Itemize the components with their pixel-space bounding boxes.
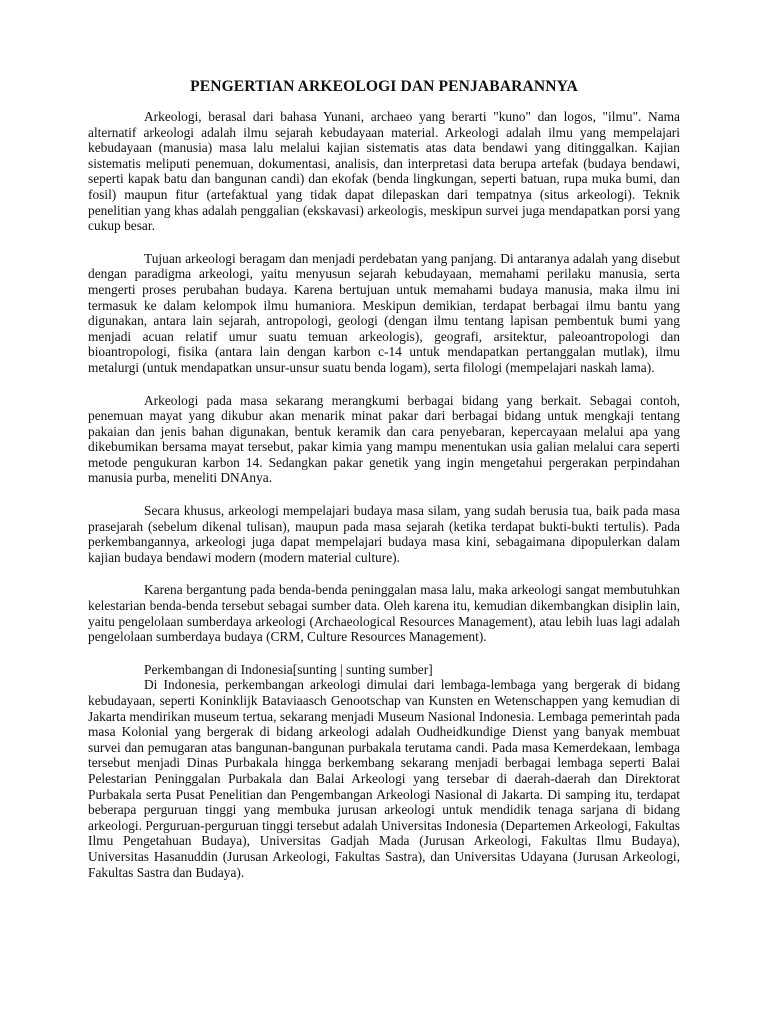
paragraph-goals: Tujuan arkeologi beragam dan menjadi perdebatan yang panjang. Di antaranya adalah yang disebut dengan paradigma arkeologi, yaitu menyusun sejarah kebudayaan, memahami perilaku manusia, serta mengerti proses perubahan budaya. Karena bertujuan untuk memahami budaya manusia, maka ilmu ini termasuk ke dalam kelompok ilmu humaniora. Meskipun demikian, terdapat berbagai ilmu bantu yang digunakan, antara lain sejarah, antropologi, geologi (dengan ilmu tentang lapisan pembentuk bumi yang menjadi acuan relatif umur suatu temuan arkeologis), geografi, arsitektur, paleoantropologi dan bioantropologi, fisika (antara lain dengan karbon c-14 untuk mendapatkan pertanggalan mutlak), ilmu metalurgi (untuk mendapatkan unsur-unsur suatu benda logam), serta filologi (mempelajari naskah lama).	[88, 250, 680, 375]
document-title: PENGERTIAN ARKEOLOGI DAN PENJABARANNYA	[190, 78, 578, 95]
paragraph-definition: Arkeologi, berasal dari bahasa Yunani, archaeo yang berarti "kuno" dan logos, "ilmu". Nama alternatif arkeologi adalah ilmu sejarah kebudayaan material. Arkeologi adalah ilmu yang mempelajari kebudayaan (manusia) masa lalu melalui kajian sistematis atas data bendawi yang ditinggalkan. Kajian sistematis meliputi penemuan, dokumentasi, analisis, dan interpretasi data berupa artefak (budaya bendawi, seperti kapak batu dan bangunan candi) dan ekofak (benda lingkungan, seperti batuan, rupa muka bumi, dan fosil) maupun fitur (artefaktual yang tidak dapat dilepaskan dari tempatnya (situs arkeologi). Teknik penelitian yang khas adalah penggalian (ekskavasi) arkeologis, meskipun survei juga mendapatkan porsi yang cukup besar.	[88, 109, 680, 234]
section-heading-indonesia: Perkembangan di Indonesia[sunting | sunting sumber]	[144, 661, 433, 677]
paragraph-specific-study: Secara khusus, arkeologi mempelajari budaya masa silam, yang sudah berusia tua, baik pada masa prasejarah (sebelum dikenal tulisan), maupun pada masa sejarah (ketika terdapat bukti-bukti tertulis). Pada perkembangannya, arkeologi juga dapat mempelajari budaya masa kini, sebagaimana dipopulerkan dalam kajian budaya bendawi modern (modern material culture).	[88, 503, 680, 565]
paragraph-indonesia: Di Indonesia, perkembangan arkeologi dimulai dari lembaga-lembaga yang bergerak di bidang kebudayaan, seperti Koninklijk Bataviaasch Genootschap van Kunsten en Wetenschappen yang kemudian di Jakarta mendirikan museum tertua, sekarang menjadi Museum Nasional Indonesia. Lembaga pemerintah pada masa Kolonial yang bergerak di bidang arkeologi adalah Oudheidkundige Dienst yang banyak membuat survei dan pemugaran atas bangunan-bangunan purbakala terutama candi. Pada masa Kemerdekaan, lembaga tersebut menjadi Dinas Purbakala hingga berkembang sekarang menjadi berbagai lembaga seperti Balai Pelestarian Peninggalan Purbakala dan Balai Arkeologi yang tersebar di daerah-daerah dan Direktorat Purbakala serta Pusat Penelitian dan Pengembangan Arkeologi Nasional di Jakarta. Di samping itu, terdapat beberapa perguruan tinggi yang membuka jurusan arkeologi untuk mendidik tenaga sarjana di bidang arkeologi. Perguruan-perguruan tinggi tersebut adalah Universitas Indonesia (Departemen Arkeologi, Fakultas Ilmu Pengetahuan Budaya), Universitas Gadjah Mada (Jurusan Arkeologi, Fakultas Ilmu Budaya), Universitas Hasanuddin (Jurusan Arkeologi, Fakultas Sastra), dan Universitas Udayana (Jurusan Arkeologi, Fakultas Sastra dan Budaya).	[88, 677, 680, 880]
paragraph-resource-management: Karena bergantung pada benda-benda peninggalan masa lalu, maka arkeologi sangat membutuhkan kelestarian benda-benda tersebut sebagai sumber data. Oleh karena itu, kemudian dikembangkan disiplin lain, yaitu pengelolaan sumberdaya arkeologi (Archaeological Resources Management), atau lebih luas lagi adalah pengelolaan sumberdaya budaya (CRM, Culture Resources Management).	[88, 582, 680, 645]
paragraph-modern-fields: Arkeologi pada masa sekarang merangkumi berbagai bidang yang berkait. Sebagai contoh, penemuan mayat yang dikubur akan menarik minat pakar dari berbagai bidang untuk mengkaji tentang pakaian dan jenis bahan digunakan, bentuk keramik dan cara penyebaran, kepercayaan melalui apa yang dikebumikan bersama mayat tersebut, pakar kimia yang mampu menentukan usia galian melalui cara seperti metode pengukuran karbon 14. Sedangkan pakar genetik yang ingin mengetahui pergerakan perpindahan manusia purba, meneliti DNAnya.	[88, 392, 680, 486]
document-page	[88, 78, 680, 897]
